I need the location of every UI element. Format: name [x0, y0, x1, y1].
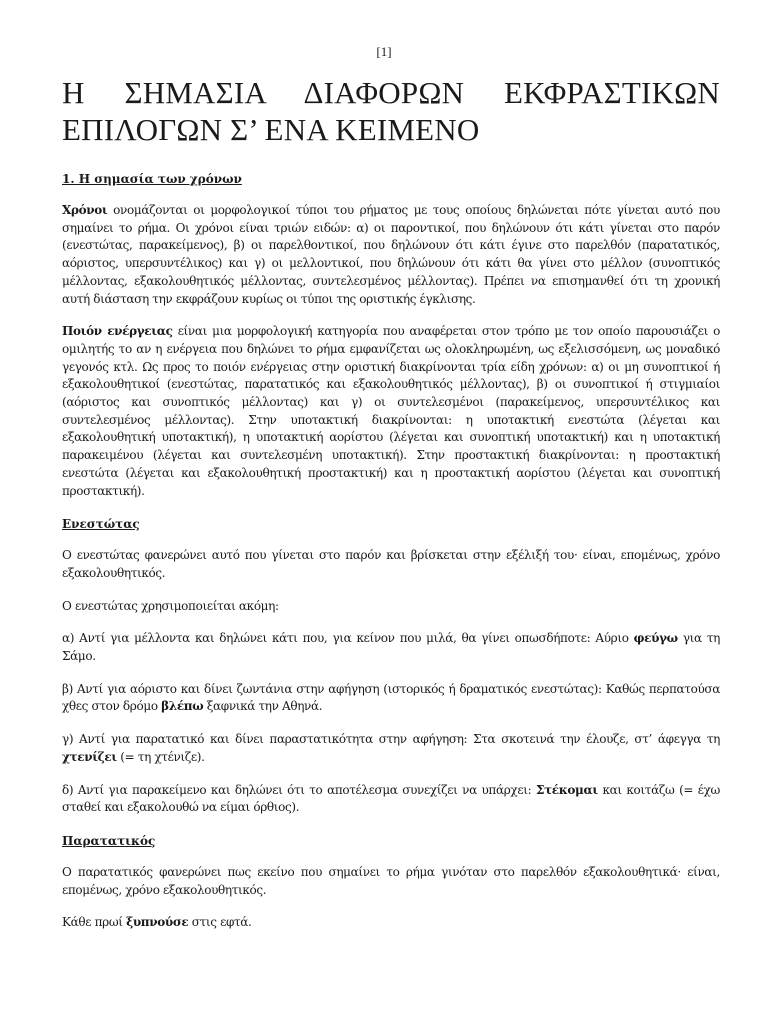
paragraph-enestotas-meaning: Ο ενεστώτας φανερώνει αυτό που γίνεται στο παρόν και βρίσκεται στην εξέλιξή του· είναι, επομένως, χρόνο εξακολουθητικός.: [62, 548, 720, 580]
section-heading-paratatikos: Παρατατικός: [62, 833, 156, 848]
example-word-xypnouse: ξυπνούσε: [126, 915, 189, 930]
use-a-text-end: για τη Σάμο.: [62, 631, 720, 664]
paragraph-use-d: [62, 782, 720, 817]
paragraph-paratatikos-meaning: Ο παρατατικός φανερώνει πως εκείνο που σημαίνει το ρήμα γινόταν στο παρελθόν εξακολουθητικά· είναι, επομένως, χρόνο εξακολουθητικός.: [62, 864, 720, 897]
use-a-text: α) Αντί για μέλλοντα και δηλώνει κάτι που, για κείνον που μιλά, θα γίνει οπωσδήποτε: Αύριο: [62, 631, 634, 646]
paragraph-text: ονομάζονται οι μορφολογικοί τύποι του ρήματος με τους οποίους δηλώνεται πότε γίνεται αυτό που σημαίνει το ρήμα. Οι χρόνοι είναι τριών ειδών: α) οι παροντικοί, που δηλώνουν ότι κάτι γίνεται στο παρόν (ενεστώτας, παρακείμενος), β) οι παρελθοντικοί, που δηλώνουν ότι κάτι έγινε στο παρελθόν (παρατατικός, αόριστος, υπερσυντέλικος) και γ) οι μελλοντικοί, που δηλώνουν ότι κάτι θα γίνει στο μέλλον (συνοπτικός μέλλοντας, εξακολουθητικός μέλλοντας, συντελεσμένος μέλλοντας). Πρέπει να επισημανθεί ότι τη χρονική αυτή διάσταση την εκφράζουν κυρίως οι τύποι της οριστικής έγκλισης.: [62, 203, 720, 306]
use-b-text: β) Αντί για αόριστο και δίνει ζωντάνια στην αφήγηση (ιστορικός ή δραματικός ενεστώτας): Καθώς περπατούσα χθες στον δρόμο: [62, 681, 720, 714]
use-c-text: γ) Αντί για παρατατικό και δίνει παραστατικότητα στην αφήγηση: Στα σκοτεινά την έλουζε, στ’ άφεγγα τη: [62, 732, 720, 747]
page-content: [62, 74, 720, 947]
example-word-vlepo: βλέπω: [161, 699, 204, 714]
paragraph-use-b: [62, 681, 720, 716]
term-xronoi: Χρόνοι: [62, 203, 108, 217]
title-line-1: Η ΣΗΜΑΣΙΑ ΔΙΑΦΟΡΩΝ ΕΚΦΡΑΣΤΙΚΩΝ: [62, 75, 720, 110]
paragraph-text: είναι μια μορφολογική κατηγορία που αναφέρεται στον τρόπο με τον οποίο παρουσιάζει ο ομιλητής το αν η ενέργεια που δηλώνει το ρήμα εμφανίζεται ως ολοκληρωμένη, ως εξελισσόμενη, ως μοναδικό γεγονός κτλ. Ως προς το ποιόν ενέργειας στην οριστική διακρίνονται τρία είδη χρόνων: α) οι μη συνοπτικοί ή εξακολουθητικοί (ενεστώτας, παρατατικός και εξακολουθητικός μέλλοντας), β) οι συνοπτικοί ή στιγμιαίοι (αόριστος και συνοπτικός μέλλοντας) και γ) οι συντελεσμένοι (παρακείμενος, υπερσυντέλικος και συντελεσμένος μέλλοντας). Στην υποτακτική διακρίνονται: η υποτακτική ενεστώτα (λέγεται και εξακολουθητική υποτακτική), η υποτακτική αορίστου (λέγεται και συνοπτική υποτακτική) και η υποτακτική παρακειμένου (λέγεται και συντελεσμένη υποτακτική). Στην προστακτική διακρίνονται: η προστακτική ενεστώτα (λέγεται και εξακολουθητική προστακτική) και η προστακτική αορίστου (λέγεται και συνοπτική προστακτική).: [62, 324, 720, 498]
paragraph-use-a: [62, 630, 720, 665]
section-heading-tenses: 1. Η σημασία των χρόνων: [62, 172, 242, 186]
example-word-xtenizei: χτενίζει: [62, 749, 117, 764]
term-poion-energeias: Ποιόν ενέργειας: [62, 324, 173, 339]
paragraph-aspect-definition: [62, 323, 720, 500]
paragraph-tenses-definition: [62, 202, 720, 308]
use-d-text-end: και κοιτάζω (= έχω σταθεί και εξακολουθώ να είμαι όρθιος).: [62, 782, 720, 815]
example-word-fevgo: φεύγω: [633, 631, 678, 646]
example-word-stekomai: Στέκομαι: [535, 782, 598, 797]
paragraph-enestotas-uses-intro: Ο ενεστώτας χρησιμοποιείται ακόμη:: [62, 598, 279, 613]
use-d-text: δ) Αντί για παρακείμενο και δηλώνει ότι το αποτέλεσμα συνεχίζει να υπάρχει:: [62, 782, 536, 797]
paragraph-paratatikos-example: [62, 914, 720, 932]
use-b-text-end: ξαφνικά την Αθηνά.: [203, 699, 323, 714]
section-heading-enestotas: Ενεστώτας: [62, 517, 140, 532]
example-text-end: στις εφτά.: [188, 915, 252, 930]
title-line-2: ΕΠΙΛΟΓΩΝ Σ’ ΕΝΑ ΚΕΙΜΕΝΟ: [62, 112, 480, 147]
use-c-text-end: (= τη χτένιζε).: [116, 749, 205, 764]
page-number: [1]: [376, 44, 392, 59]
document-title: [62, 74, 720, 148]
paragraph-use-c: [62, 731, 720, 766]
example-text: Κάθε πρωί: [62, 915, 127, 930]
